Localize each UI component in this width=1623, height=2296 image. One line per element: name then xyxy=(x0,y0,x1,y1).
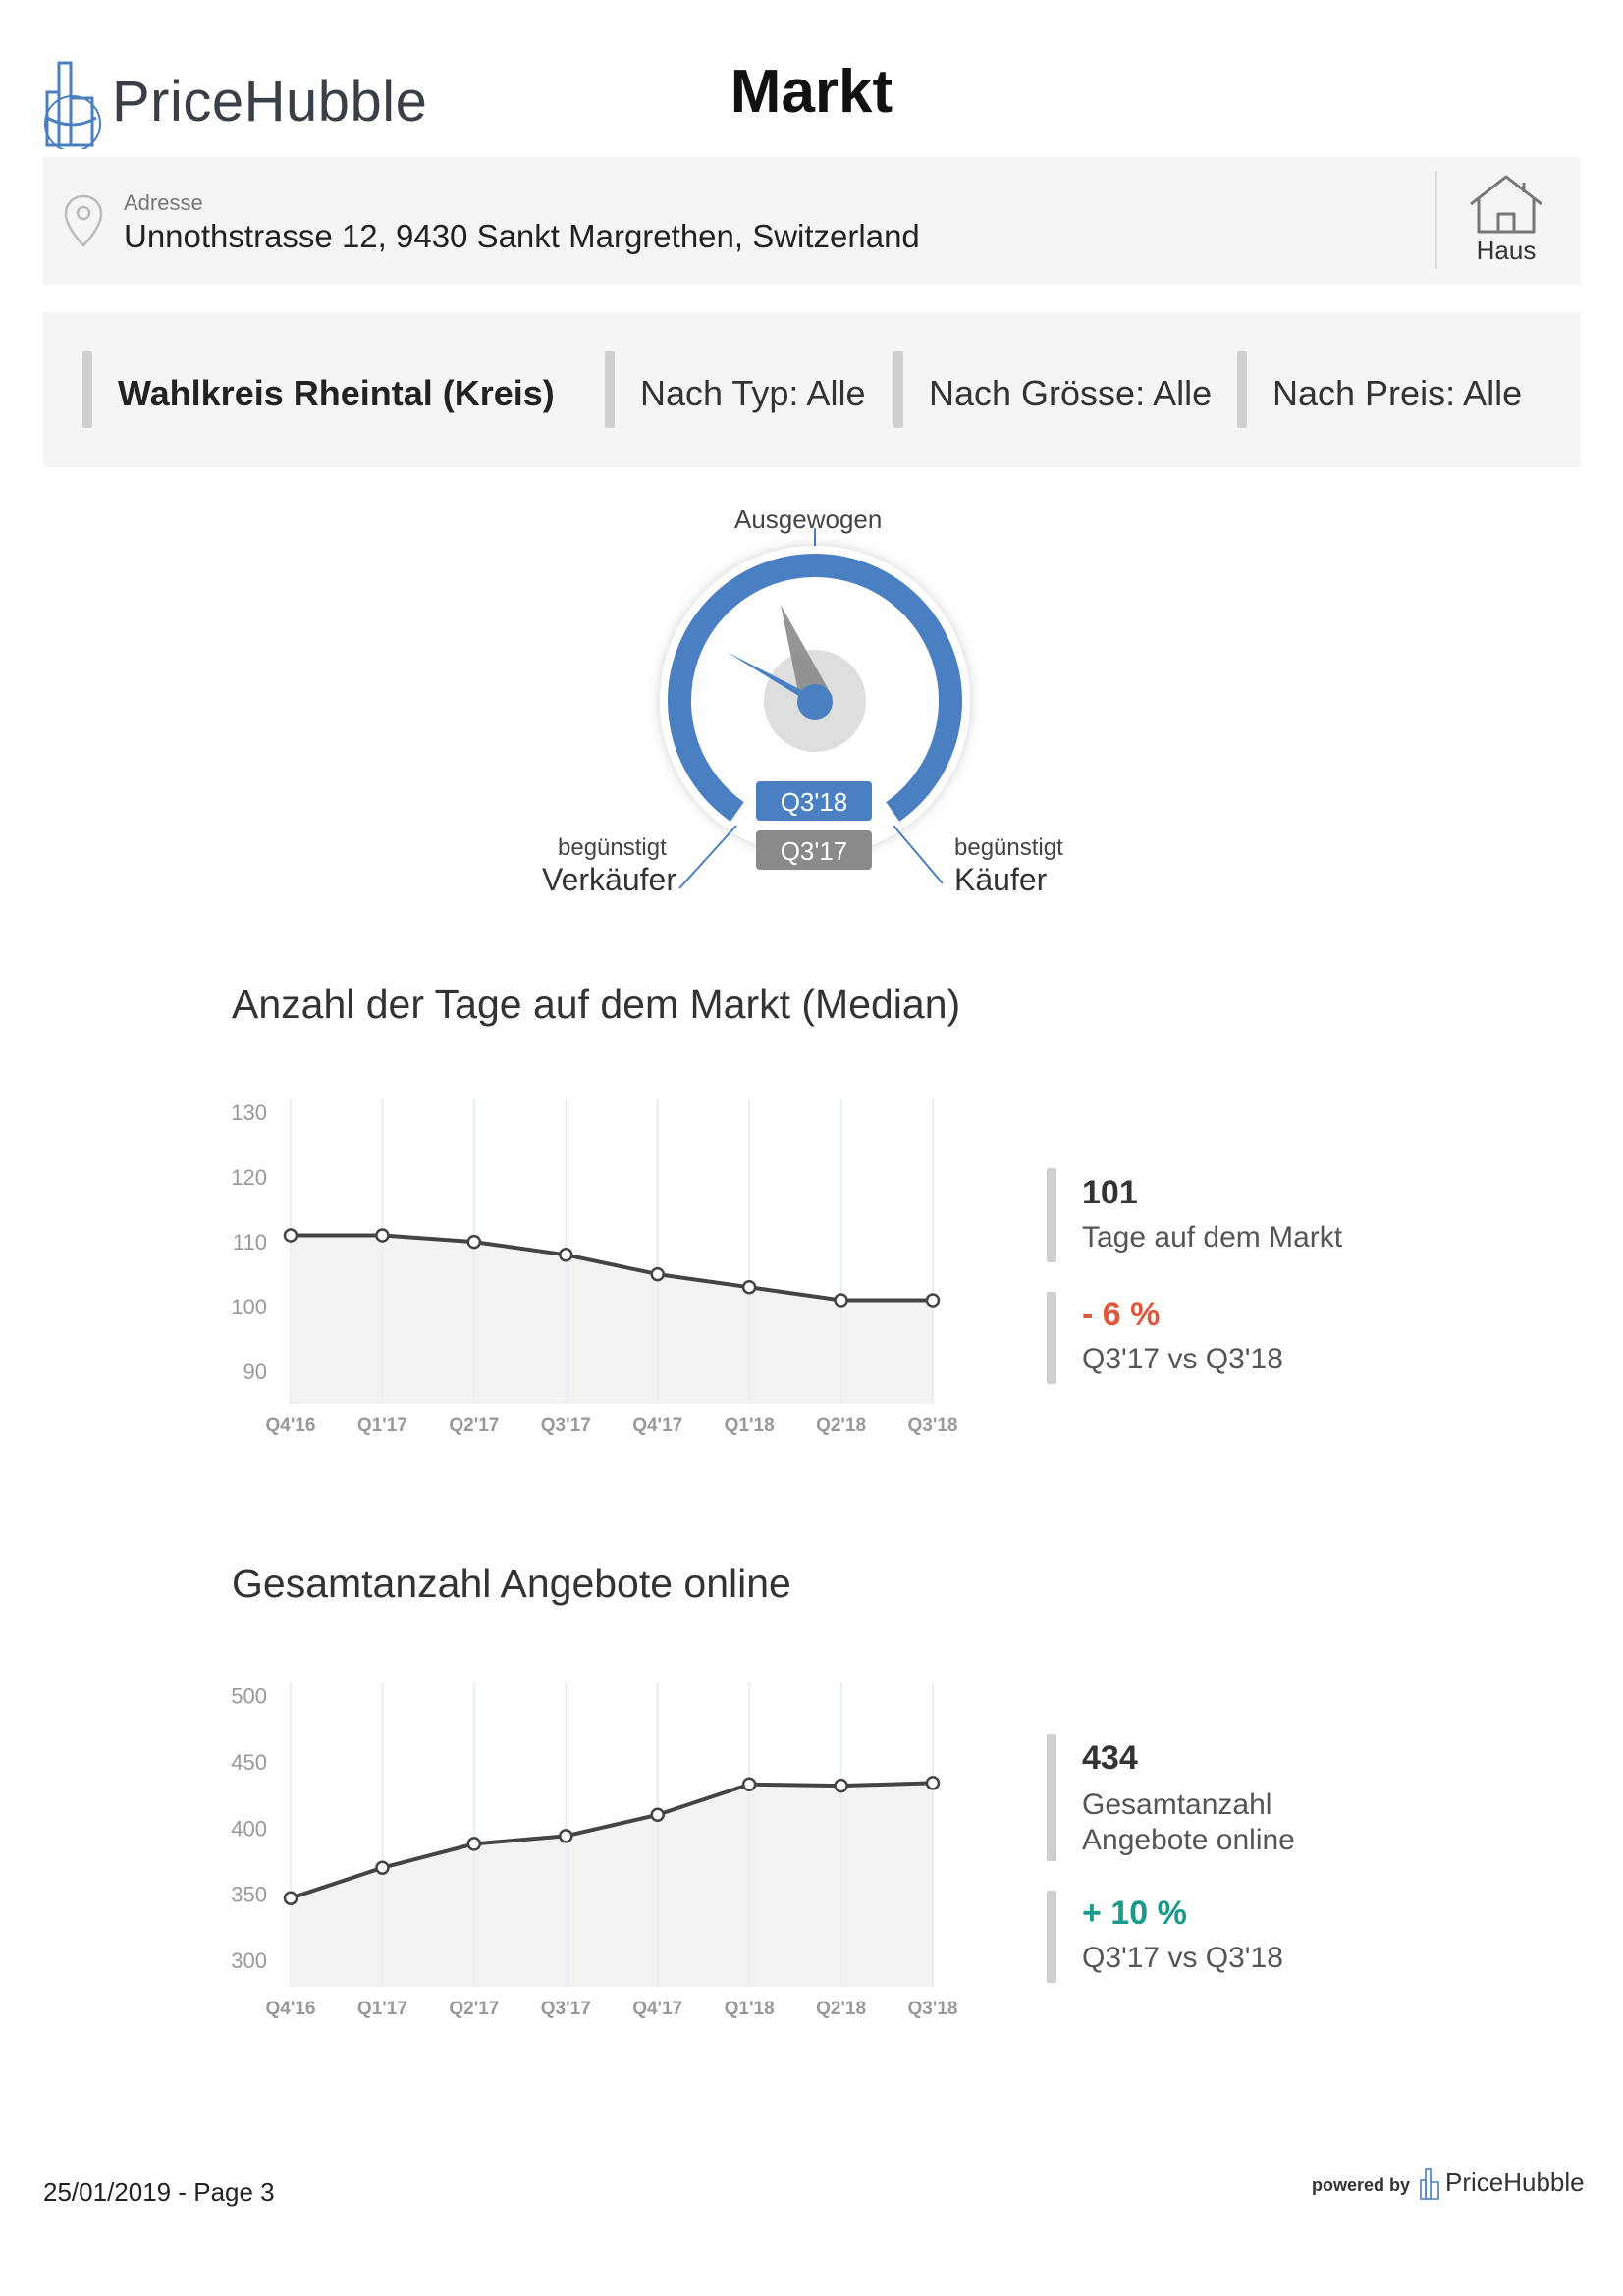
location-pin-icon xyxy=(61,192,106,249)
data-point xyxy=(285,1893,297,1904)
needle-pivot xyxy=(797,684,833,720)
x-tick-label: Q1'17 xyxy=(356,1415,407,1436)
series-area xyxy=(291,1236,933,1404)
data-point xyxy=(927,1294,939,1306)
data-point xyxy=(376,1230,388,1242)
summary-period: Q3'17 vs Q3'18 xyxy=(1082,1343,1283,1375)
summary-divider xyxy=(1047,1292,1056,1384)
gauge-left-big: Verkäufer xyxy=(542,862,676,897)
gauge-right-big: Käufer xyxy=(954,862,1048,897)
badge-previous-text: Q3'17 xyxy=(780,836,848,866)
summary-change: + 10 % xyxy=(1082,1895,1187,1932)
x-tick-label: Q3'18 xyxy=(907,1415,958,1436)
listings-online-chart xyxy=(216,1663,972,2026)
y-tick-label: 120 xyxy=(231,1165,267,1191)
x-tick-label: Q2'18 xyxy=(816,1999,867,2019)
x-tick-label: Q2'17 xyxy=(449,1415,500,1436)
filter-type-label: Nach Typ: Alle xyxy=(640,373,866,413)
y-tick-label: 300 xyxy=(231,1949,267,1974)
x-tick-label: Q3'18 xyxy=(907,1999,958,2019)
filter-price-label: Nach Preis: Alle xyxy=(1272,373,1523,413)
data-point xyxy=(652,1809,664,1821)
x-tick-label: Q1'18 xyxy=(724,1415,775,1436)
summary-label-line-2: Angebote online xyxy=(1082,1824,1295,1856)
y-tick-label: 110 xyxy=(232,1230,267,1255)
gauge-top-label: Ausgewogen xyxy=(734,505,883,534)
chart-title: Gesamtanzahl Angebote online xyxy=(232,1561,791,1606)
right-connector xyxy=(893,826,943,883)
data-point xyxy=(927,1777,939,1789)
x-tick-label: Q1'18 xyxy=(724,1999,775,2019)
x-tick-label: Q3'17 xyxy=(540,1999,591,2019)
series-area xyxy=(291,1783,933,1987)
left-connector xyxy=(679,826,736,888)
filter-size-label: Nach Grösse: Alle xyxy=(929,373,1213,413)
summary-divider xyxy=(1047,1734,1056,1861)
y-tick-label: 130 xyxy=(231,1100,267,1126)
x-tick-label: Q4'16 xyxy=(265,1415,316,1436)
powered-by-brand: PriceHubble xyxy=(1445,2167,1585,2197)
filter-divider xyxy=(893,351,903,428)
powered-by-label: powered by xyxy=(1312,2175,1411,2195)
powered-by-badge xyxy=(1312,2165,1587,2205)
y-tick-label: 100 xyxy=(231,1295,267,1320)
address-label: Adresse xyxy=(124,190,203,215)
x-tick-label: Q2'18 xyxy=(816,1415,867,1436)
summary-divider xyxy=(1047,1891,1056,1983)
data-point xyxy=(652,1268,664,1280)
market-gauge xyxy=(530,501,1100,913)
brand-name: PriceHubble xyxy=(112,70,428,133)
summary-value: 434 xyxy=(1082,1739,1138,1777)
data-point xyxy=(376,1862,388,1874)
x-tick-label: Q4'17 xyxy=(632,1999,683,2019)
data-point xyxy=(836,1780,847,1791)
address-value: Unnothstrasse 12, 9430 Sankt Margrethen, Switzerland xyxy=(124,218,920,254)
x-tick-label: Q4'17 xyxy=(632,1415,683,1436)
filter-bar xyxy=(43,312,1581,467)
y-tick-label: 400 xyxy=(231,1816,267,1842)
summary-label-line-1: Gesamtanzahl xyxy=(1082,1789,1272,1821)
y-tick-label: 450 xyxy=(231,1749,267,1775)
page-title: Markt xyxy=(730,58,893,126)
summary-label: Tage auf dem Markt xyxy=(1082,1221,1343,1254)
y-tick-label: 350 xyxy=(231,1882,267,1907)
summary-divider xyxy=(1047,1168,1056,1262)
footer-date-page: 25/01/2019 - Page 3 xyxy=(43,2177,275,2207)
x-tick-label: Q4'16 xyxy=(265,1999,316,2019)
data-point xyxy=(560,1830,571,1842)
filter-divider xyxy=(1237,351,1247,428)
filter-divider xyxy=(82,351,92,428)
property-type-label: Haus xyxy=(1476,236,1537,265)
chart-title: Anzahl der Tage auf dem Markt (Median) xyxy=(232,982,961,1027)
summary-value: 101 xyxy=(1082,1174,1138,1211)
filter-divider xyxy=(605,351,615,428)
data-point xyxy=(743,1779,755,1790)
data-point xyxy=(468,1236,480,1248)
badge-current-text: Q3'18 xyxy=(780,787,848,817)
y-tick-label: 500 xyxy=(231,1683,267,1709)
y-tick-label: 90 xyxy=(243,1360,267,1385)
building-logo-icon xyxy=(1420,2167,1441,2201)
gauge-left-small: begünstigt xyxy=(558,834,667,861)
divider xyxy=(1435,171,1437,269)
data-point xyxy=(743,1281,755,1293)
data-point xyxy=(560,1249,571,1260)
gauge-right-small: begünstigt xyxy=(954,834,1063,861)
data-point xyxy=(468,1838,480,1849)
address-bar xyxy=(43,157,1581,285)
summary-change: - 6 % xyxy=(1082,1296,1161,1333)
x-tick-label: Q3'17 xyxy=(540,1415,591,1436)
data-point xyxy=(836,1294,847,1306)
summary-period: Q3'17 vs Q3'18 xyxy=(1082,1942,1283,1974)
days-on-market-chart xyxy=(216,1080,972,1443)
x-tick-label: Q1'17 xyxy=(356,1999,407,2019)
data-point xyxy=(285,1230,297,1242)
x-tick-label: Q2'17 xyxy=(449,1999,500,2019)
house-icon xyxy=(1467,171,1545,236)
filter-region-label: Wahlkreis Rheintal (Kreis) xyxy=(118,373,555,413)
